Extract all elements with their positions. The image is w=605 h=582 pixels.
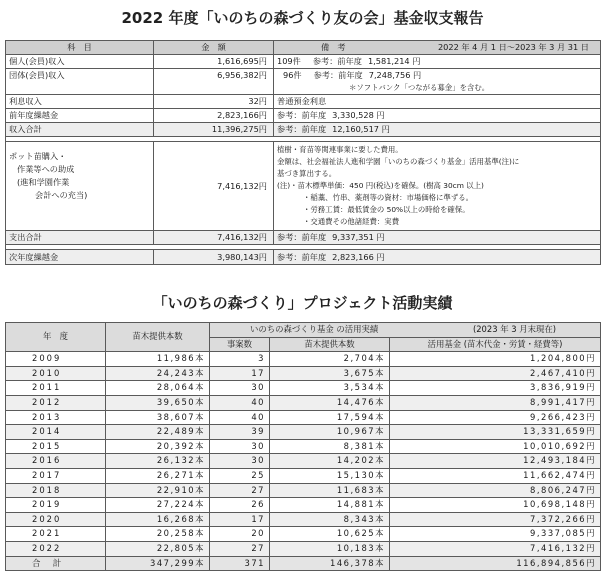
projects-cell: 39 [210,425,270,440]
remark-note: ＊ソフトバンク「つながる募金」を含む。 [349,83,490,92]
seedlings-cell: 22,805本 [106,541,210,556]
amount-cell: 3,836,919円 [390,381,601,396]
grant-item-line: ポット苗購入・ [9,151,67,161]
fund-seedlings-cell: 10,967本 [270,425,390,440]
row-next-carryover [6,250,601,265]
ref-label: 参考：前年度 [312,56,362,66]
amount-value: 32円 [154,95,274,109]
year-cell: 2019 [6,498,106,513]
table-row [6,541,601,556]
fund-seedlings-cell: 10,625本 [270,527,390,542]
year-cell: 2015 [6,439,106,454]
item-label: 利息収入 [6,95,154,109]
grant-item-line: (進和学園作業 [17,177,70,187]
ref-label: 参考：前年度 [313,70,363,80]
row-expense-total [6,231,601,245]
amount-value: 2,823,166円 [154,109,274,123]
projects-cell: 30 [210,439,270,454]
row-interest-income [6,95,601,109]
amount-cell: 9,337,085円 [390,527,601,542]
projects-cell: 40 [210,395,270,410]
header-year: 年 度 [6,323,106,352]
year-cell: 2013 [6,410,106,425]
table-row [6,454,601,469]
projects-cell: 30 [210,381,270,396]
count: 96件 [283,70,302,80]
item-label: 団体(会員)収入 [6,69,154,95]
item-label: 個人(会員)収入 [6,55,154,69]
table-row [6,425,601,440]
row-individual-income [6,55,601,69]
fund-seedlings-cell: 8,381本 [270,439,390,454]
header-as-of: (2023 年 3 月末現在) [472,324,556,334]
report-title: 2022 年度「いのちの森づくり友の会」基金収支報告 [121,9,484,27]
projects-cell: 40 [210,410,270,425]
grant-item [6,142,154,231]
header-seedlings: 苗木提供本数 [106,323,210,352]
table-row [6,512,601,527]
header-remarks-cell [274,41,601,55]
year-cell: 2016 [6,454,106,469]
projects-cell: 25 [210,468,270,483]
year-cell: 2009 [6,352,106,367]
header-fund-title: いのちの森づくり基金 の活用実績 [250,324,379,334]
remark [274,109,601,123]
total-fund-seedlings-cell: 146,378本 [270,556,390,571]
projects-cell: 30 [210,454,270,469]
grant-item-line: 作業等への助成 [17,164,75,174]
project-results-table [5,322,601,571]
grant-note-line: 植樹・育苗等関連事業に要した費用。 [277,145,403,154]
year-cell: 2017 [6,468,106,483]
total-amount-cell: 116,894,856円 [390,556,601,571]
header-period: 2022 年 4 月 1 日～2023 年 3 月 31 日 [437,42,589,52]
item-label: 支出合計 [6,231,154,245]
amount-value: 3,980,143円 [154,250,274,265]
project-header-row-1 [6,323,601,338]
amount-cell: 13,331,659円 [390,425,601,440]
remark: 普通預金利息 [274,95,601,109]
projects-cell: 20 [210,527,270,542]
total-row [6,556,601,571]
fund-seedlings-cell: 2,704本 [270,352,390,367]
count: 109件 [277,56,301,66]
amount-value: 11,396,275円 [154,123,274,137]
remark [274,231,601,245]
grant-note-line: (注)・苗木標準単価：450 円(税込)を確保。(樹高 30cm 以上) [277,181,484,190]
amount-cell: 9,266,423円 [390,410,601,425]
projects-cell: 17 [210,366,270,381]
grant-note-line: ・交通費その他諸経費：実費 [303,217,400,226]
fund-seedlings-cell: 3,675本 [270,366,390,381]
project-title: 「いのちの森づくり」プロジェクト活動実績 [152,294,453,312]
ref-value: 1,581,214 円 [367,56,421,66]
remark-line [277,69,597,82]
header-remarks: 備 考 [321,42,346,52]
total-seedlings-cell: 347,299本 [106,556,210,571]
year-cell: 2020 [6,512,106,527]
seedlings-cell: 16,268本 [106,512,210,527]
header-projects: 事案数 [210,337,270,352]
row-prior-carryover [6,109,601,123]
fund-seedlings-cell: 10,183本 [270,541,390,556]
seedlings-cell: 26,132本 [106,454,210,469]
ref-label: 参考：前年度 [277,110,327,120]
header-fund [210,323,601,338]
table-row [6,483,601,498]
remark [274,69,601,95]
projects-cell: 17 [210,512,270,527]
grant-note-line: ・稲藁、竹串、薬剤等の資材：市場価格に準ずる。 [303,193,473,202]
ref-label: 参考：前年度 [277,251,327,262]
ref-value: 7,248,756 円 [368,70,422,80]
header-fund-amount: 活用基金 (苗木代金・労賃・経費等) [390,337,601,352]
seedlings-cell: 22,489本 [106,425,210,440]
fund-seedlings-cell: 17,594本 [270,410,390,425]
year-cell: 2010 [6,366,106,381]
amount-cell: 7,416,132円 [390,541,601,556]
header-amount: 金 額 [154,41,274,55]
fund-seedlings-cell: 11,683本 [270,483,390,498]
total-projects-cell: 371 [210,556,270,571]
year-cell: 2021 [6,527,106,542]
amount-cell: 12,493,184円 [390,454,601,469]
year-cell: 2011 [6,381,106,396]
projects-cell: 27 [210,541,270,556]
fund-seedlings-cell: 14,476本 [270,395,390,410]
ref-label: 参考：前年度 [277,232,327,242]
ref-value: 2,823,166 円 [332,251,385,262]
amount-cell: 10,010,692円 [390,439,601,454]
total-year-cell: 合 計 [6,556,106,571]
seedlings-cell: 26,271本 [106,468,210,483]
table-row [6,395,601,410]
fund-seedlings-cell: 14,881本 [270,498,390,513]
year-cell: 2014 [6,425,106,440]
table-row [6,498,601,513]
year-cell: 2018 [6,483,106,498]
grant-note-line: 金額は、社会福祉法人進和学園「いのちの森づくり基金」活用基準(注)に [277,157,520,166]
grant-item-line: 会計への充当) [35,190,88,200]
amount-value: 6,956,382円 [154,69,274,95]
seedlings-cell: 20,392本 [106,439,210,454]
item-label: 収入合計 [6,123,154,137]
projects-cell: 27 [210,483,270,498]
amount-cell: 2,467,410円 [390,366,601,381]
seedlings-cell: 27,224本 [106,498,210,513]
amount-cell: 7,372,266円 [390,512,601,527]
amount-cell: 8,991,417円 [390,395,601,410]
fund-report-header-row [6,41,601,55]
fund-report-table [5,40,601,265]
amount-cell: 1,204,800円 [390,352,601,367]
header-fund-seedlings: 苗木提供本数 [270,337,390,352]
item-label: 前年度繰越金 [6,109,154,123]
table-row [6,352,601,367]
year-cell: 2022 [6,541,106,556]
table-row [6,468,601,483]
amount-value: 1,616,695円 [154,55,274,69]
fund-seedlings-cell: 14,202本 [270,454,390,469]
ref-label: 参考：前年度 [277,124,327,134]
seedlings-cell: 11,986本 [106,352,210,367]
fund-seedlings-cell: 8,343本 [270,512,390,527]
ref-value: 3,330,528 円 [332,110,385,120]
grant-amount: 7,416,132円 [154,142,274,231]
amount-cell: 10,698,148円 [390,498,601,513]
projects-cell: 26 [210,498,270,513]
fund-seedlings-cell: 3,534本 [270,381,390,396]
table-row [6,527,601,542]
year-cell: 2012 [6,395,106,410]
seedlings-cell: 39,650本 [106,395,210,410]
remark [274,250,601,265]
table-row [6,381,601,396]
amount-cell: 11,662,474円 [390,468,601,483]
table-row [6,410,601,425]
table-row [6,366,601,381]
ref-value: 12,160,517 円 [332,124,390,134]
remark [274,55,601,69]
projects-cell: 3 [210,352,270,367]
fund-seedlings-cell: 15,130本 [270,468,390,483]
seedlings-cell: 20,258本 [106,527,210,542]
row-income-total [6,123,601,137]
seedlings-cell: 22,910本 [106,483,210,498]
row-grant [6,142,601,231]
grant-note-line: ・労務工賃：最低賃金の 50%以上の時給を確保。 [303,205,470,214]
item-label: 次年度繰越金 [6,250,154,265]
seedlings-cell: 28,064本 [106,381,210,396]
header-item: 科 目 [6,41,154,55]
row-group-income [6,69,601,95]
grant-remark [274,142,601,231]
seedlings-cell: 38,607本 [106,410,210,425]
grant-note-line: 基づき算出する。 [277,169,337,178]
ref-value: 9,337,351 円 [332,232,385,242]
amount-cell: 8,806,247円 [390,483,601,498]
amount-value: 7,416,132円 [154,231,274,245]
table-row [6,439,601,454]
remark [274,123,601,137]
seedlings-cell: 24,243本 [106,366,210,381]
